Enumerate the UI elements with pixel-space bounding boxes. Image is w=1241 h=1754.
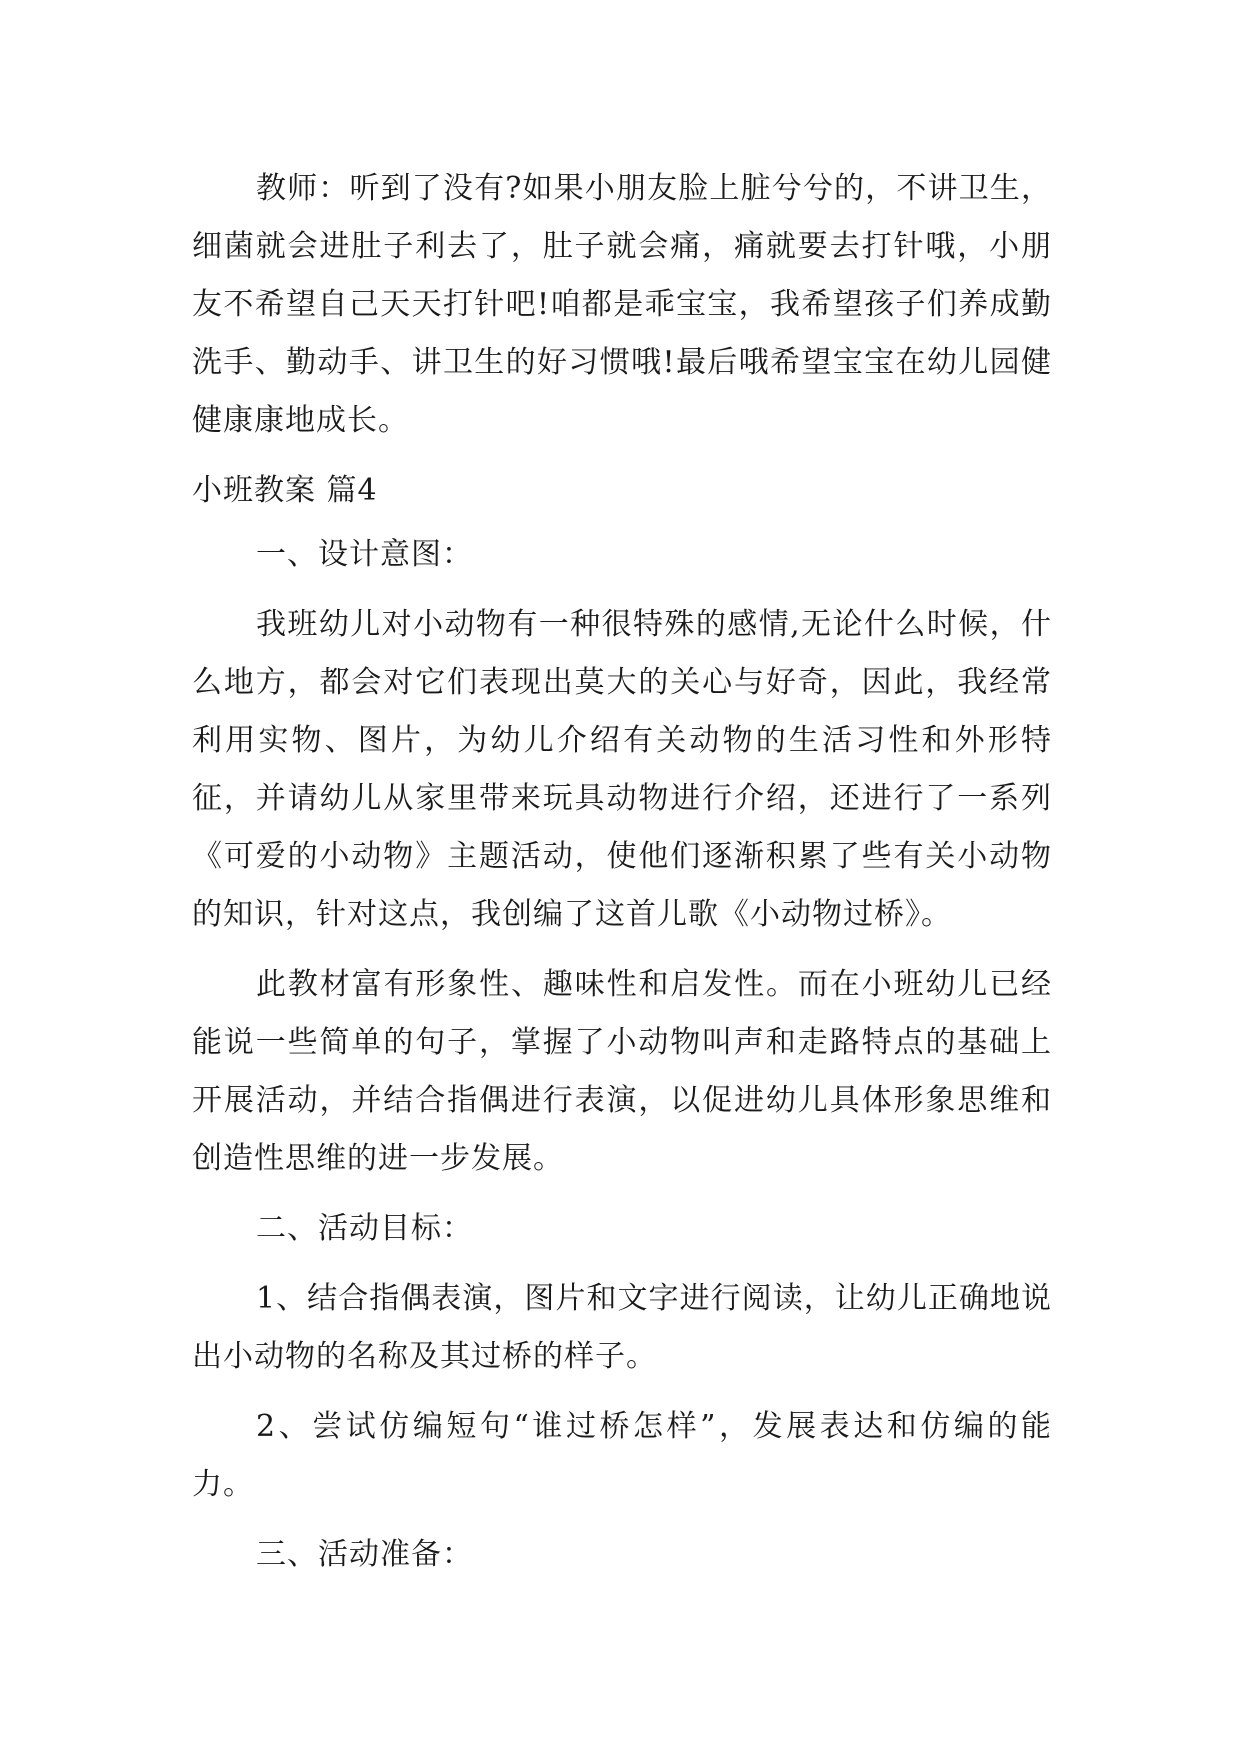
goals-heading: 二、活动目标：: [256, 1211, 473, 1246]
goal-item-2: 2、尝试仿编短句“谁过桥怎样”，发展表达和仿编的能力。: [192, 1409, 1052, 1502]
document-body: [192, 160, 1052, 1596]
teacher-paragraph: 教师：听到了没有?如果小朋友脸上脏兮兮的，不讲卫生，细菌就会进肚子利去了，肚子就会痛，痛就要去打针哦，小朋友不希望自己天天打针吧!咱都是乖宝宝，我希望孩子们养成勤洗手、勤动手、讲卫生的好习惯哦!最后哦希望宝宝在幼儿园健健康康地成长。: [192, 171, 1052, 438]
design-paragraph-1: 我班幼儿对小动物有一种很特殊的感情,无论什么时候，什么地方，都会对它们表现出莫大的关心与好奇，因此，我经常利用实物、图片，为幼儿介绍有关动物的生活习性和外形特征，并请幼儿从家里带来玩具动物进行介绍，还进行了一系列《可爱的小动物》主题活动，使他们逐渐积累了些有关小动物的知识，针对这点，我创编了这首儿歌《小动物过桥》。: [192, 607, 1052, 932]
design-heading: 一、设计意图：: [256, 537, 473, 572]
goal-item-1: 1、结合指偶表演，图片和文字进行阅读，让幼儿正确地说出小动物的名称及其过桥的样子。: [192, 1281, 1052, 1374]
prep-heading: 三、活动准备：: [256, 1537, 473, 1572]
section-title: 小班教案 篇4: [192, 473, 378, 508]
design-paragraph-2: 此教材富有形象性、趣味性和启发性。而在小班幼儿已经能说一些简单的句子，掌握了小动物叫声和走路特点的基础上开展活动，并结合指偶进行表演，以促进幼儿具体形象思维和创造性思维的进一步发展。: [192, 967, 1052, 1176]
